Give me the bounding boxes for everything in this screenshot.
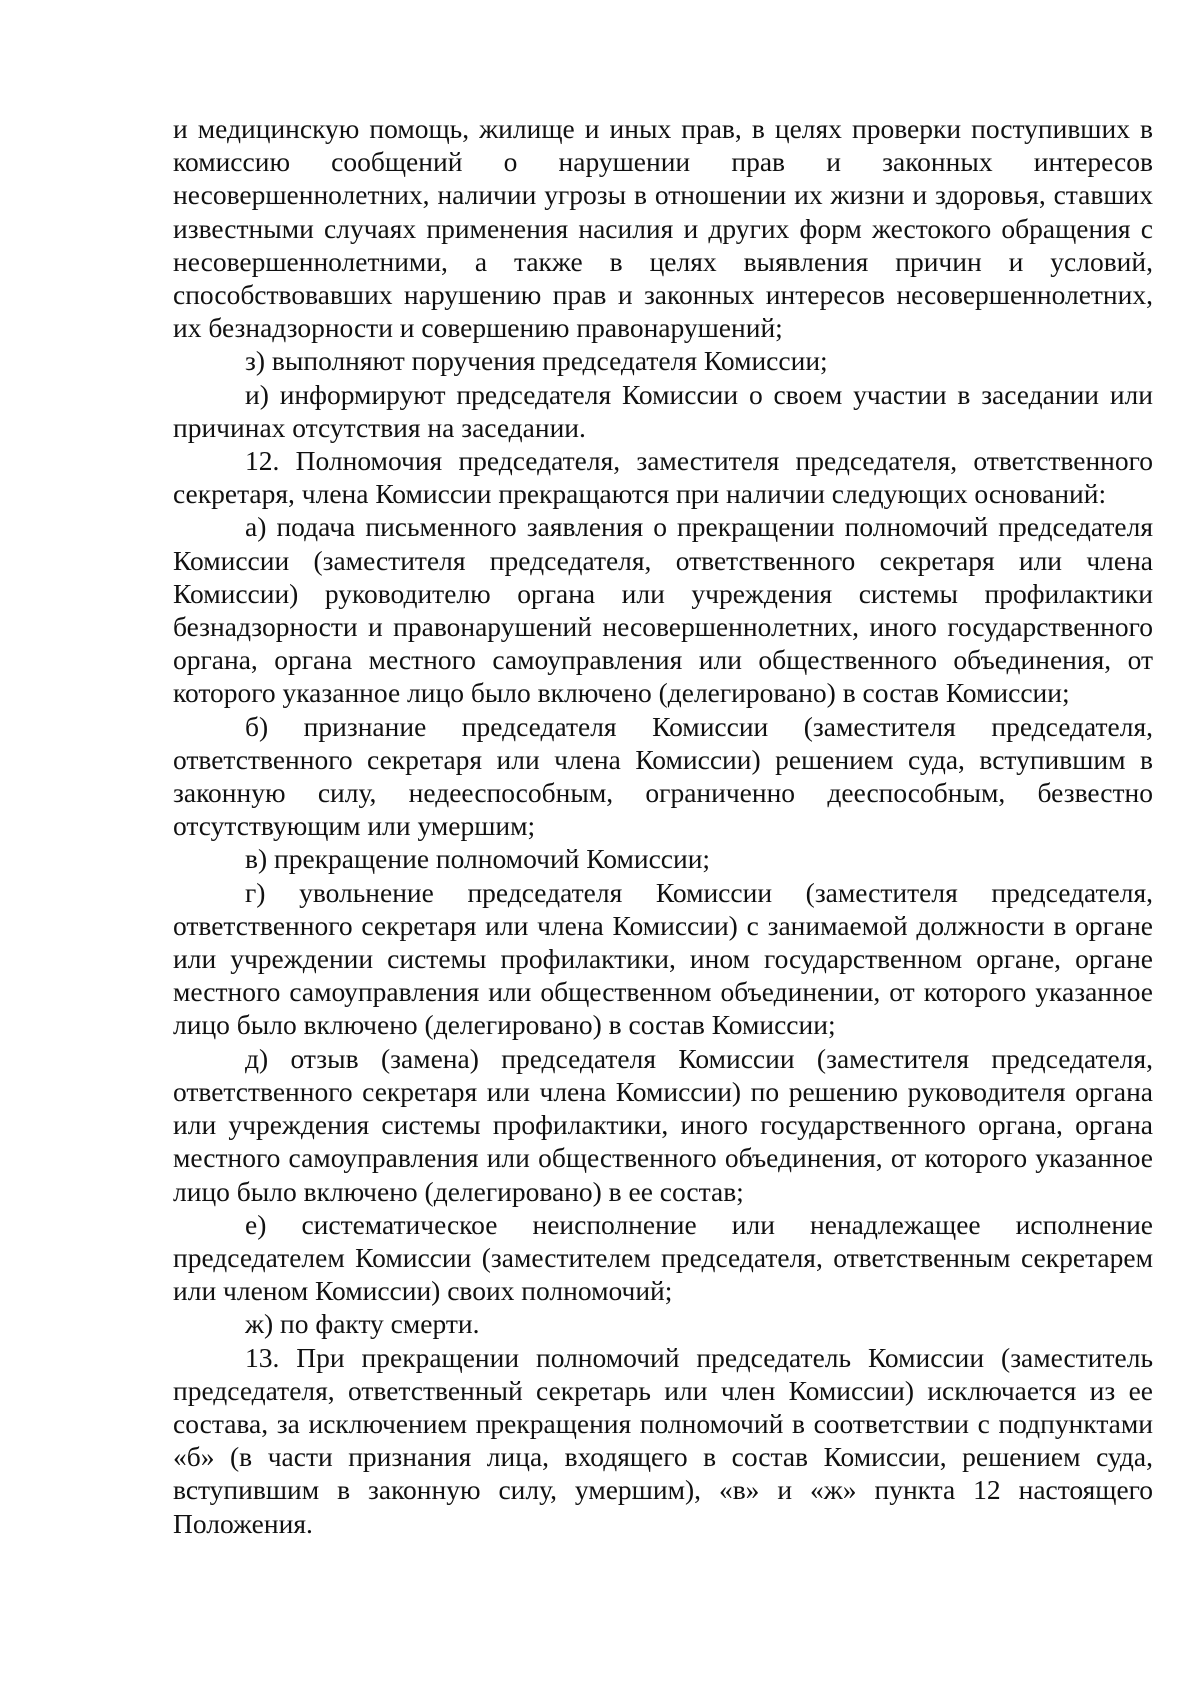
paragraph-item-v: в) прекращение полномочий Комиссии;	[245, 843, 711, 875]
paragraph-item-a: а) подача письменного заявления о прекращении полномочий председателя Комиссии (заместителя председателя, ответственного секретаря или члена Комиссии) руководителю органа или учреждения системы профилактики безнадзорности и правонарушений несовершеннолетних, иного государственного органа, органа местного самоуправления или общественного объединения, от которого указанное лицо было включено (делегировано) в состав Комиссии;	[173, 511, 1153, 709]
paragraph-continuation: и медицинскую помощь, жилище и иных прав, в целях проверки поступивших в комиссию сообщений о нарушении прав и законных интересов несовершеннолетних, наличии угрозы в отношении их жизни и здоровья, ставших известными случаях применения насилия и других форм жестокого обращения с несовершеннолетними, а также в целях выявления причин и условий, способствовавших нарушению прав и законных интересов несовершеннолетних, их безнадзорности и совершению правонарушений;	[173, 113, 1153, 344]
paragraph-section-12: 12. Полномочия председателя, заместителя председателя, ответственного секретаря, члена Комиссии прекращаются при наличии следующих оснований:	[173, 445, 1153, 510]
paragraph-item-i: и) информируют председателя Комиссии о своем участии в заседании или причинах отсутствия на заседании.	[173, 378, 1153, 443]
paragraph-section-13: 13. При прекращении полномочий председатель Комиссии (заместитель председателя, ответственный секретарь или член Комиссии) исключается из ее состава, за исключением прекращения полномочий в соответствии с подпунктами «б» (в части признания лица, входящего в состав Комиссии, решением суда, вступившим в законную силу, умершим), «в» и «ж» пункта 12 настоящего Положения.	[173, 1341, 1153, 1539]
paragraph-item-z: з) выполняют поручения председателя Комиссии;	[245, 345, 828, 377]
document-page	[173, 112, 1153, 1540]
paragraph-item-g: г) увольнение председателя Комиссии (заместителя председателя, ответственного секретаря или члена Комиссии) с занимаемой должности в органе или учреждении системы профилактики, ином государственном органе, органе местного самоуправления или общественном объединении, от которого указанное лицо было включено (делегировано) в состав Комиссии;	[173, 876, 1153, 1041]
paragraph-item-e: е) систематическое неисполнение или ненадлежащее исполнение председателем Комиссии (заместителем председателя, ответственным секретарем или членом Комиссии) своих полномочий;	[173, 1208, 1153, 1307]
paragraph-item-d: д) отзыв (замена) председателя Комиссии (заместителя председателя, ответственного секретаря или члена Комиссии) по решению руководителя органа или учреждения системы профилактики, иного государственного органа, органа местного самоуправления или общественного объединения, от которого указанное лицо было включено (делегировано) в ее состав;	[173, 1042, 1153, 1207]
paragraph-item-zh: ж) по факту смерти.	[245, 1308, 480, 1340]
paragraph-item-b: б) признание председателя Комиссии (заместителя председателя, ответственного секретаря или члена Комиссии) решением суда, вступившим в законную силу, недееспособным, ограниченно дееспособным, безвестно отсутствующим или умершим;	[173, 710, 1153, 842]
